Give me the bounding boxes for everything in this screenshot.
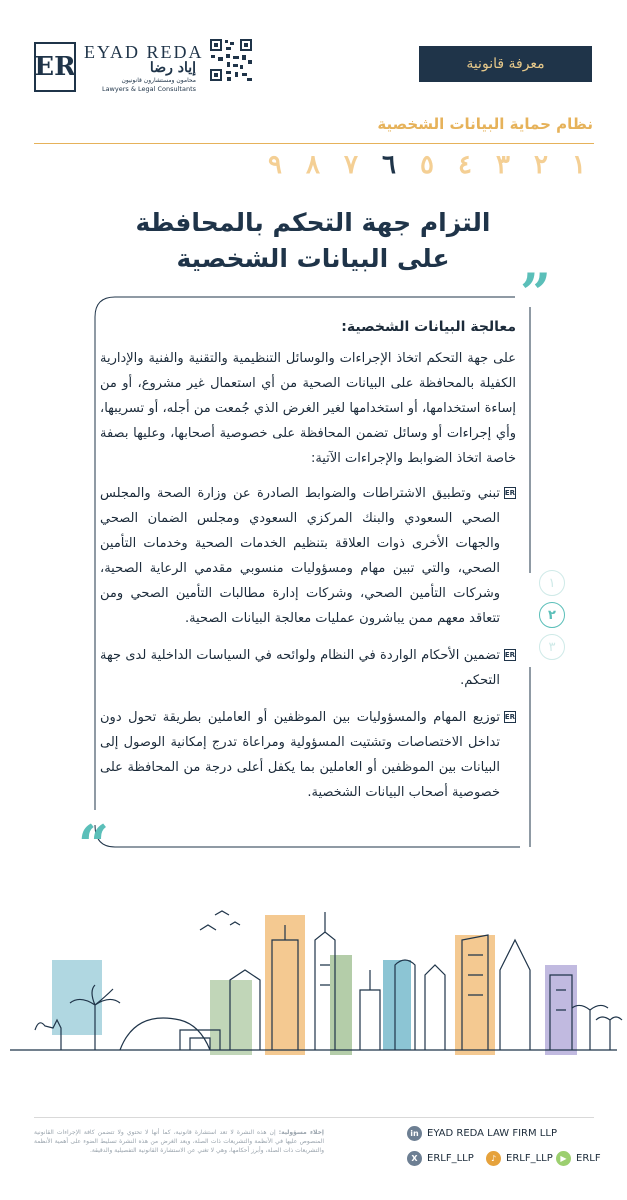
- tiktok-link[interactable]: [486, 1151, 553, 1166]
- list-item: [100, 705, 516, 805]
- logo-name-en: EYAD REDA: [84, 42, 204, 62]
- linkedin-link[interactable]: [407, 1126, 557, 1141]
- series-number-6[interactable]: ٦: [382, 150, 396, 180]
- series-number-8[interactable]: ٨: [306, 150, 320, 180]
- x-handle: ERLF_LLP: [427, 1153, 474, 1164]
- category-badge: [419, 46, 592, 82]
- firm-logo-bullet-icon: ER: [504, 713, 515, 721]
- logo-name-ar: إياد رضا: [149, 60, 196, 76]
- article-title-line-2: على البيانات الشخصية: [176, 244, 450, 273]
- firm-logo-bullet-icon: ER: [504, 651, 515, 659]
- page-dot-2[interactable]: ٢: [539, 602, 565, 628]
- category-badge-label: معرفة قانونية: [466, 56, 545, 72]
- series-title: نظام حماية البيانات الشخصية: [377, 115, 593, 133]
- youtube-link[interactable]: [556, 1151, 601, 1166]
- youtube-icon: ▶: [556, 1151, 571, 1166]
- article-title-line-1: التزام جهة التحكم بالمحافظة: [135, 208, 491, 237]
- city-skyline-illustration: [0, 905, 627, 1105]
- list-item-text: تضمين الأحكام الواردة في النظام ولوائحه في السياسات الداخلية لدى جهة التحكم.: [100, 648, 500, 688]
- series-number-3[interactable]: ٣: [496, 150, 510, 180]
- disclaimer-label: إخلاء مسؤولية:: [278, 1129, 324, 1136]
- disclaimer: [34, 1128, 324, 1155]
- series-number-5[interactable]: ٥: [420, 150, 434, 180]
- x-link[interactable]: [407, 1151, 474, 1166]
- quote-open-icon: ”: [520, 261, 552, 325]
- series-number-4[interactable]: ٤: [458, 150, 472, 180]
- linkedin-icon: in: [407, 1126, 422, 1141]
- series-number-2[interactable]: ٢: [534, 150, 548, 180]
- youtube-handle: ERLF: [576, 1153, 601, 1164]
- disclaimer-text: إن هذه النشرة لا تعد استشارة قانونية، كما أنها لا تحتوي ولا تتضمن كافة الإجراءات القانونية المنصوص عليها في الأنظمة والتشريعات ذات الصلة، ويعد الغرض من هذه النشرة تسليط الضوء على أهمية الأنظمة والتشريعات ذات الصلة، وأبرز أحكامها، وهي لا تغني عن الاستشارة القانونية التفصيلية والدقيقة.: [34, 1129, 324, 1154]
- logo-subtitle-en: Lawyers & Legal Consultants: [101, 85, 196, 93]
- article-body: [100, 315, 516, 817]
- firm-logo-bullet-icon: ER: [504, 489, 515, 497]
- footer-divider: [34, 1117, 594, 1118]
- list-item: [100, 481, 516, 631]
- list-item-text: توزيع المهام والمسؤوليات بين الموظفين أو العاملين بطريقة تحول دون تداخل الاختصاصات وتشتيت المسؤولية ومراعاة تدرج إمكانية الوصول إلى البيانات بين الموظفين أو العاملين بما يكفل أعلى درجة من المحافظة على خصوصية أصحاب البيانات الشخصية.: [100, 710, 500, 800]
- logo-monogram-text: ER: [34, 52, 76, 82]
- tiktok-handle: ERLF_LLP: [506, 1153, 553, 1164]
- intro-paragraph: على جهة التحكم اتخاذ الإجراءات والوسائل التنظيمية والتقنية والفنية والإدارية الكفيلة بالمحافظة على البيانات الصحية من أي استعمال غير مشروع، أو من إساءة استخدامها، أو استخدامها لغير الغرض الذي جُمعت من أجله، أو تسريبها، وأي إجراءات أو وسائل تضمن المحافظة على خصوصية أصحابها، وعليها بصفة خاصة اتخاذ الضوابط والإجراءات الآتية:: [100, 351, 516, 466]
- page-dot-1[interactable]: ١: [539, 570, 565, 596]
- list-item-text: تبني وتطبيق الاشتراطات والضوابط الصادرة عن وزارة الصحة والمجلس الصحي السعودي والبنك المركزي السعودي ومجلس الضمان الصحي والجهات الأخرى ذوات العلاقة بتنظيم الخدمات الصحية وخدمات التأمين الصحي، والتي تبين مهام ومسؤوليات منسوبي مقدمي الرعاية الصحية، وشركات التأمين الصحي، وشركات إدارة مطالبات التأمين الصحي ومن تتعاقد معهم ممن يباشرون عمليات معالجة البيانات الصحية.: [100, 486, 500, 626]
- tiktok-icon: ♪: [486, 1151, 501, 1166]
- logo-subtitle-ar: محامون ومستشارون قانونيون: [121, 77, 196, 84]
- series-divider: [34, 143, 594, 144]
- series-number-7[interactable]: ٧: [344, 150, 358, 180]
- page-dot-3[interactable]: ٣: [539, 634, 565, 660]
- page-indicator: [539, 570, 563, 666]
- article-title: [60, 205, 566, 277]
- quote-close-icon: “: [78, 813, 110, 877]
- firm-logo-monogram: [34, 42, 76, 92]
- series-number-9[interactable]: ٩: [268, 150, 282, 180]
- series-number-list: [260, 148, 594, 182]
- series-number-1[interactable]: ١: [572, 150, 586, 180]
- section-heading: معالجة البيانات الشخصية:: [341, 319, 516, 335]
- linkedin-handle: EYAD REDA LAW FIRM LLP: [427, 1128, 557, 1139]
- list-item: [100, 643, 516, 693]
- x-icon: X: [407, 1151, 422, 1166]
- qr-code-icon[interactable]: [209, 38, 253, 82]
